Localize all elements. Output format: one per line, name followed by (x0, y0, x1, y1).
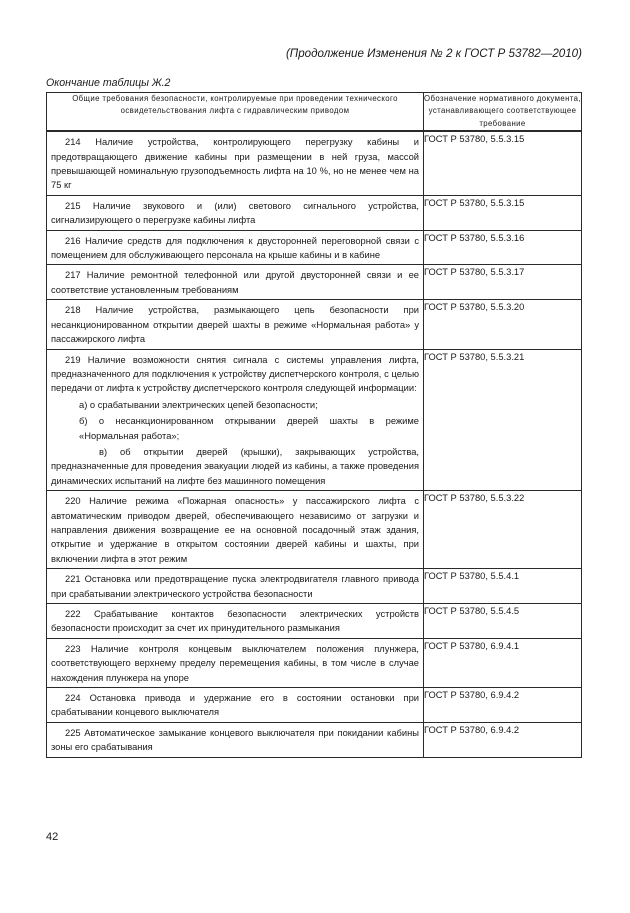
table-row (47, 604, 582, 639)
requirement-cell (47, 688, 424, 723)
reference-cell: ГОСТ Р 53780, 6.9.4.1 (424, 638, 582, 687)
table-row (47, 638, 582, 687)
table-row (47, 265, 582, 300)
table-row (47, 131, 582, 195)
requirement-paragraph (47, 265, 423, 299)
requirement-text: Срабатывание контактов безопасности электрических устройств безопасности происходит за счет их принудительного размыкания (51, 609, 419, 634)
reference-cell: ГОСТ Р 53780, 6.9.4.2 (424, 688, 582, 723)
table-row (47, 300, 582, 349)
requirement-number: 221 (65, 574, 81, 585)
table-header-row (47, 93, 582, 132)
reference-cell: ГОСТ Р 53780, 5.5.3.16 (424, 230, 582, 265)
requirement-text: Наличие режима «Пожарная опасность» у пассажирского лифта с автоматическим приводом дверей, обеспечивающего независимо от загрузки и направления движения возвращение ее на основной посадочный этаж здания, открытие и удержание в открытом состоянии дверей кабины и шахты, при включении лифта в этот режим (51, 496, 419, 564)
reference-cell: ГОСТ Р 53780, 5.5.3.21 (424, 349, 582, 491)
reference-cell: ГОСТ Р 53780, 5.5.3.20 (424, 300, 582, 349)
requirement-cell (47, 638, 424, 687)
requirement-paragraph (47, 300, 423, 348)
table-row (47, 491, 582, 569)
table-row (47, 688, 582, 723)
requirement-text: Остановка привода и удержание его в состоянии остановки при срабатывании концевого выключателя (51, 693, 419, 718)
requirement-text: Остановка или предотвращение пуска электродвигателя главного привода при срабатывании электрического устройства безопасности (51, 574, 419, 599)
requirement-number: 223 (65, 643, 81, 654)
requirement-paragraph (47, 231, 423, 265)
requirement-number: 218 (65, 305, 81, 316)
requirement-number: 216 (65, 235, 81, 246)
reference-cell: ГОСТ Р 53780, 5.5.3.22 (424, 491, 582, 569)
requirement-cell (47, 491, 424, 569)
page-number: 42 (46, 831, 59, 843)
requirement-paragraph (47, 569, 423, 603)
column-header-reference: Обозначение нормативного документа, устанавливающего соответствующее требование (424, 93, 582, 132)
requirement-text: Наличие ремонтной телефонной или другой двусторонней связи и ее соответствие установленным требованиям (51, 270, 419, 295)
requirement-cell (47, 265, 424, 300)
requirement-cell (47, 349, 424, 491)
reference-cell: ГОСТ Р 53780, 5.5.3.15 (424, 195, 582, 230)
requirement-cell (47, 604, 424, 639)
requirement-subitem: а) о срабатывании электрических цепей безопасности; (79, 399, 318, 410)
reference-cell: ГОСТ Р 53780, 5.5.3.17 (424, 265, 582, 300)
requirement-text: Наличие средств для подключения к двусторонней переговорной связи с помещением для обслуживающего персонала на крыше кабины и в кабине (51, 235, 419, 261)
requirement-number: 222 (65, 609, 81, 619)
requirement-number: 214 (65, 137, 81, 148)
table-caption: Окончание таблицы Ж.2 (46, 77, 171, 89)
table-row (47, 195, 582, 230)
requirement-text: Наличие контроля концевым выключателем положения плунжера, соответствующего верхнему пределу перемещения кабины, в том числе в случае нахождения плунжера на упоре (51, 643, 419, 683)
requirement-number: 215 (65, 200, 81, 211)
requirement-text: Автоматическое замыкание концевого выключателя при покидании кабины зоны его срабатывания (51, 727, 419, 753)
table-row (47, 230, 582, 265)
requirement-cell (47, 569, 424, 604)
table-body (47, 131, 582, 757)
running-header: (Продолжение Изменения № 2 к ГОСТ Р 53782—2010) (285, 47, 582, 60)
requirement-subitem: б) о несанкционированном открывании дверей шахты в режиме «Нормальная работа»; (79, 416, 419, 441)
requirement-number: 220 (65, 496, 81, 507)
reference-cell: ГОСТ Р 53780, 5.5.4.1 (424, 569, 582, 604)
column-header-requirements: Общие требования безопасности, контролируемые при проведении технического освидетельствования лифта с гидравлическим приводом (47, 93, 424, 132)
requirement-number: 225 (65, 727, 81, 738)
requirement-paragraph (47, 639, 423, 687)
requirement-paragraph (47, 491, 423, 568)
requirement-paragraph (47, 604, 423, 638)
requirement-text: Наличие устройства, размыкающего цепь безопасности при несанкционированном открытии дверей шахты в режиме «Нормальная работа» у пассажирского лифта (51, 305, 419, 345)
requirement-number: 217 (65, 270, 81, 281)
requirement-number: 219 (65, 354, 81, 365)
reference-cell: ГОСТ Р 53780, 6.9.4.2 (424, 722, 582, 757)
reference-cell: ГОСТ Р 53780, 5.5.4.5 (424, 604, 582, 639)
requirement-cell (47, 300, 424, 349)
requirement-paragraph (47, 688, 423, 722)
reference-cell: ГОСТ Р 53780, 5.5.3.15 (424, 131, 582, 195)
requirement-paragraph (47, 350, 423, 398)
requirement-cell (47, 722, 424, 757)
table-row (47, 569, 582, 604)
requirement-paragraph (47, 196, 423, 230)
requirement-cell (47, 131, 424, 195)
table-row (47, 349, 582, 491)
requirement-paragraph (47, 132, 423, 195)
requirements-table (46, 92, 582, 758)
table-row (47, 722, 582, 757)
requirement-subitem: в) об открытии дверей (крышки), закрывающих устройства, предназначенные для проведения эвакуации людей из кабины, а также проведения динамических испытаний на лифте без машинного помещения (51, 446, 419, 486)
requirement-cell (47, 230, 424, 265)
requirement-cell (47, 195, 424, 230)
requirement-text: Наличие звукового и (или) светового сигнального устройства, сигнализирующего о перегрузке кабины лифта (51, 200, 419, 226)
requirement-text: Наличие устройства, контролирующего перегрузку кабины и предотвращающего движение кабины при размещении в ней груза, массой превышающей номинальную грузоподъемность лифта на 10 %, но не менее чем на 75 кг (51, 137, 419, 191)
requirement-number: 224 (65, 693, 81, 704)
requirement-text: Наличие возможности снятия сигнала с системы управления лифта, предназначенного для подключения к устройству диспетчерского контроля, с целью передачи от лифта к устройству диспетчерского контроля следующей информации: (51, 354, 419, 394)
requirement-paragraph (47, 723, 423, 757)
